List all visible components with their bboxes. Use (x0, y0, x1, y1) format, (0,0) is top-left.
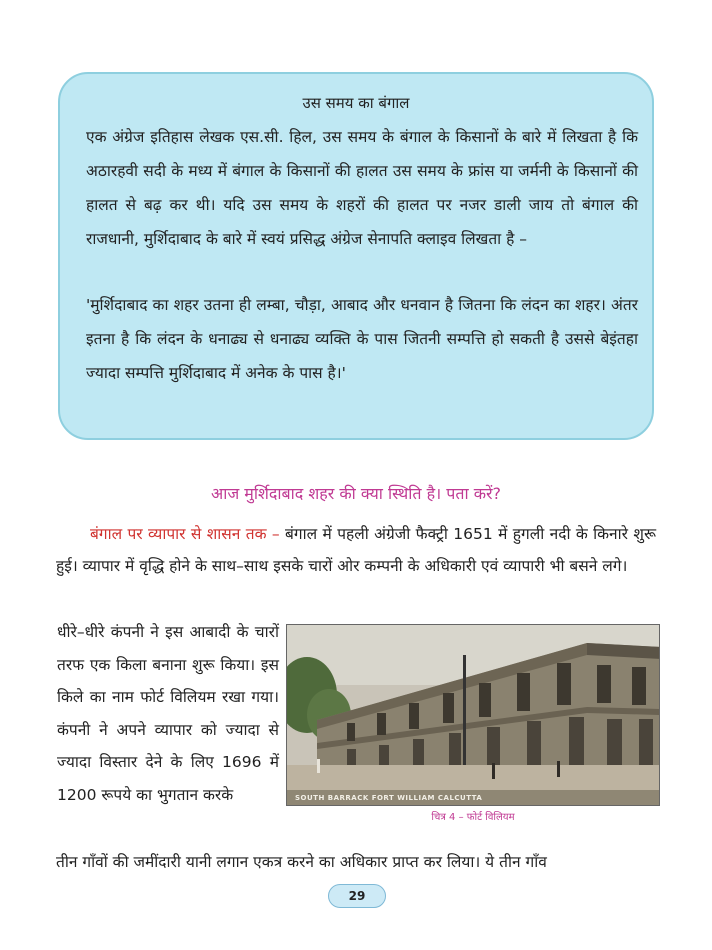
question-prompt: आज मुर्शिदाबाद शहर की क्या स्थिति है। पता करें? (210, 484, 502, 503)
fort-william-photo (286, 624, 660, 806)
fort-paragraph: धीरे–धीरे कंपनी ने इस आबादी के चारों तरफ एक किला बनाना शुरू किया। इस किले का नाम फोर्ट विलियम रखा गया। कंपनी ने अपने व्यापार को ज्यादा से ज्यादा विस्तार देने के लिए 1696 में 1200 रूपये का भुगतान करके (57, 623, 279, 804)
section-paragraph (56, 518, 656, 582)
page-number: 29 (328, 884, 386, 908)
section-heading: बंगाल पर व्यापार से शासन तक – (90, 525, 280, 543)
box-title: उस समय का बंगाल (302, 94, 410, 112)
continuation-line: तीन गाँवों की जमींदारी यानी लगान एकत्र करने का अधिकार प्राप्त कर लिया। ये तीन गाँव (56, 853, 547, 871)
photo-label: SOUTH BARRACK FORT WILLIAM CALCUTTA (295, 794, 483, 802)
section-paragraph-text: बंगाल में पहली अंग्रेजी फैक्ट्री 1651 में हुगली नदी के किनारे शुरू हुई। व्यापार में वृद्धि होने के साथ–साथ इसके चारों ओर कम्पनी के अधिकारी एवं व्यापारी भी बसने लगे। (56, 525, 656, 575)
figure-caption: चित्र 4 – फोर्ट विलियम (431, 812, 515, 823)
box-paragraph: एक अंग्रेज इतिहास लेखक एस.सी. हिल, उस समय के बंगाल के किसानों के बारे में लिखता है कि अठारहवी सदी के मध्य में बंगाल के किसानों की हालत उस समय के फ्रांस या जर्मनी के किसानों की हालत से बढ़ कर थी। यदि उस समय के शहरों की हालत पर नजर डाली जाय तो बंगाल की राजधानी, मुर्शिदाबाद के बारे में स्वयं प्रसिद्ध अंग्रेज सेनापति क्लाइव लिखता है – (86, 128, 638, 248)
box-quote: 'मुर्शिदाबाद का शहर उतना ही लम्बा, चौड़ा, आबाद और धनवान है जितना कि लंदन का शहर। अंतर इतना है कि लंदन के धनाढ्य से धनाढ्य व्यक्ति के पास जितनी सम्पत्ति हो सकती है उससे बेइंतहा ज्यादा सम्पत्ति मुर्शिदाबाद में अनेक के पास है।' (86, 296, 638, 382)
